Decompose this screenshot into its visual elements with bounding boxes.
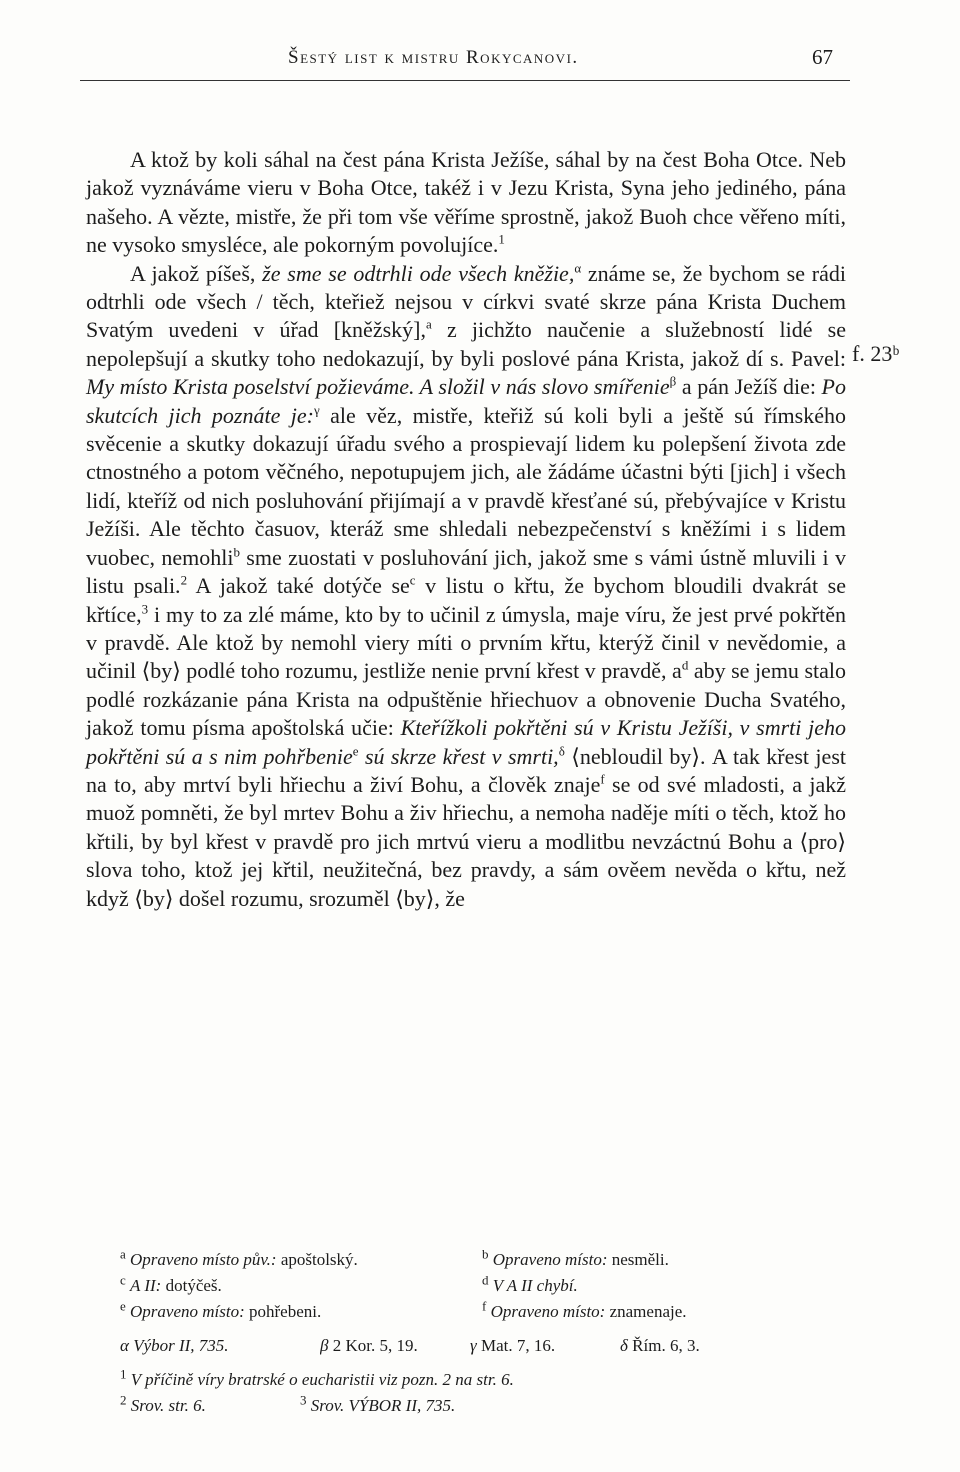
text-run: My místo Krista poselství požieváme. A složil v nás slovo smířenie xyxy=(86,374,670,400)
footnote-marker: 2 xyxy=(180,572,188,588)
page-number: 67 xyxy=(812,45,833,69)
text-run: A jakož píšeš, xyxy=(130,260,263,286)
footnote-marker: a xyxy=(425,317,432,333)
text-run: ale věz, mistře, kteřiž sú koli byli a ještě sú římského svěcenie a skutky dokazují úřadu svého a prospievají lidem ku polepšení života zde ctnostného a potom věčného, nepotupujem jich, ale žádáme účastni býti [jich] i všech lidí, kteříž od nich posluhování přijímají a v pravdě křesťané sú, přebývajíce v Kristu Ježíši. Ale těchto časuov, kteráž sme shledali nebezpečenství s kněžími i s lidem vuobec, nemohli xyxy=(86,402,846,570)
footnote-marker: α xyxy=(574,260,582,276)
textual-notes-row-2: $^c$ A II: dotýčeš. $^d$ V A II chybí. xyxy=(120,1273,578,1295)
footnote-marker: 1 xyxy=(498,231,505,247)
text-run: a pán Ježíš die: xyxy=(676,374,822,400)
footnote-marker: δ xyxy=(558,743,565,759)
text-run: v listu o křtu, že bychom bloudili dvakrát se křtíce, xyxy=(86,573,846,627)
footnote-marker: 3 xyxy=(141,601,149,617)
explanatory-note-1: $^1$ V příčině víry bratrské o eucharistii viz pozn. 2 na str. 6. xyxy=(120,1367,514,1389)
footnote-marker: γ xyxy=(313,402,320,418)
text-run: Kteřížkoli pokřtěni sú v Kristu Ježíši, v smrti jeho pokřtěni sú a s nim pohřbenie xyxy=(86,715,846,769)
text-run: sme zuostati v posluhování jich, jakož sme s vámi ústně mluvili i v listu psali. xyxy=(86,544,846,599)
footnote-marker: e xyxy=(352,743,359,759)
text-run: že sme se odtrhli ode všech kněžie, xyxy=(262,260,575,286)
footnote-marker: b xyxy=(233,544,240,560)
footnote-marker: β xyxy=(669,373,677,389)
running-title: Šestý list k mistru Rokycanovi. xyxy=(288,47,579,68)
text-run: Po skutcích jich poznáte je: xyxy=(86,374,846,428)
text-run: A jakož také dotýče se xyxy=(187,573,410,599)
text-run: známe se, že bychom se rádi odtrhli ode všech / těch, kteřiež nejsou v církvi svaté skrze pána Krista Duchem Svatým uvedeni v úřad [kněžský], xyxy=(86,260,846,343)
text-run: ⟨nebloudil by⟩. A tak křest jest na to, aby mrtví byli hřiechu a živí Bohu, a člověk znaje xyxy=(86,743,846,797)
footnote-marker: c xyxy=(409,572,416,588)
textual-notes-row-1: $^a$ Opraveno místo pův.: apoštolský. $^b$ Opraveno místo: nesměli. xyxy=(120,1247,669,1269)
explanatory-note-2: $^2$ Srov. str. 6. $^3$ Srov. VÝBOR II, 735. xyxy=(120,1393,456,1415)
textual-notes-row-3: $^e$ Opraveno místo: pohřebeni. $^f$ Opraveno místo: znamenaje. xyxy=(120,1299,687,1321)
body-text xyxy=(86,146,846,913)
text-run: sú skrze křest v smrti, xyxy=(364,743,559,769)
text-run: A ktož by koli sáhal na čest pána Krista Ježíše, sáhal by na čest Boha Otce. Neb jakož vyznáváme vieru v Boha Otce, takéž i v Jezu Krista, Syna jeho jediného, pána našeho. A vězte, mistře, že při tom vše věříme sprostně, jakož Buoh chce věřeno míti, ne vysoko smysléce, ale pokorným povolujíce. xyxy=(86,147,846,258)
text-run: se od své mladosti, a jakž muož pomněti, že byl mrtev Bohu a živ hřiechu, a nemoha naděje míti o těch, ktož ho křtili, by byl křest v pravdě pro jich mrtvú vieru a modlitbu nevzáctnú Bohu a ⟨pro⟩ slova toho, ktož jej křtil, neužitečná, bez pravdy, a sám ověem nevěda o křtu, než když ⟨by⟩ došel rozumu, srozuměl ⟨by⟩, že xyxy=(86,771,846,911)
biblical-notes-row: α Výbor II, 735. β 2 Kor. 5, 19. γ Mat. 7, 16. δ Řím. 6, 3. xyxy=(120,1336,700,1355)
footnote-marker: f xyxy=(600,771,605,787)
header-rule xyxy=(80,80,850,81)
text-run: i my to za zlé máme, kto by to učinil z úmysla, maje víru, že jest prvé pokřtěn v pravdě. Ale ktož by nemohl viery míti o prvním křtu, kterýž činil v nevědomie, a učinil ⟨by⟩ podlé toho rozumu, jestliže nenie první křest v pravdě, a xyxy=(86,601,846,684)
paragraph xyxy=(86,260,846,913)
footnote-marker: d xyxy=(681,657,689,673)
folio-marker: f. 23ᵇ xyxy=(852,341,900,366)
paragraph xyxy=(86,146,846,260)
footnotes xyxy=(120,1247,840,1419)
text-run: z jichžto naučenie a služebností lidé se nepolepšují a skutky toho nedokazují, by byli poslové pána Krista, jakož dí s. Pavel: xyxy=(86,317,846,371)
text-run: aby se jemu stalo podlé rozkázanie pána Krista na odpuštěnie hřiechuov a obnovenie Ducha Svatého, jakož tomu písma apoštolská učie: xyxy=(86,658,846,741)
